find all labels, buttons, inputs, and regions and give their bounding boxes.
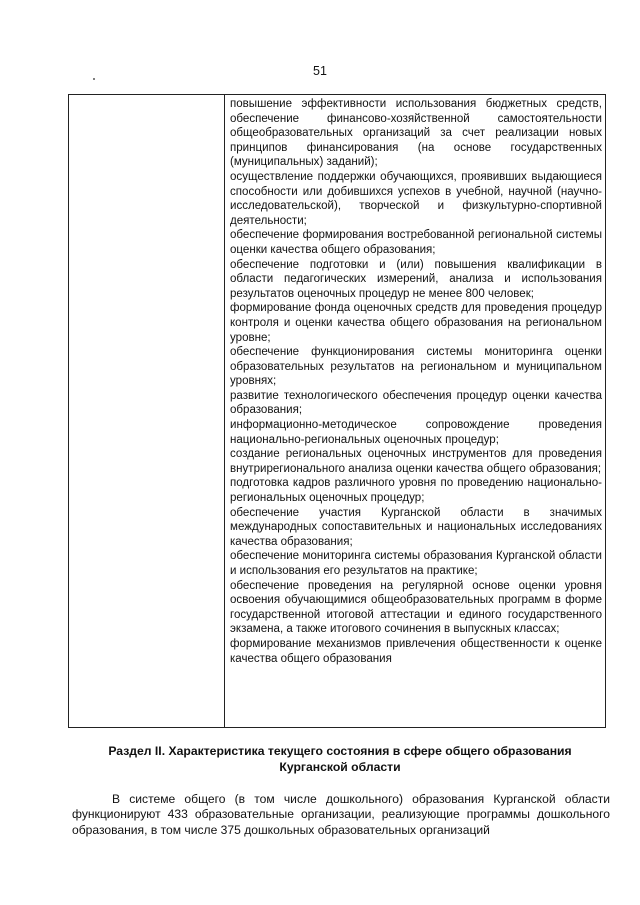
body-paragraph: В системе общего (в том числе дошкольного) образования Курганской области функционируют 433 образовательные организации, реализующие программы дошкольного образования, в том числе 375 дошкольных образовательных организаций: [72, 792, 610, 837]
tasks-table: [68, 94, 606, 728]
task-item: создание региональных оценочных инструментов для проведения внутрирегионального анализа оценки качества общего образования;: [230, 448, 602, 475]
table-right-cell: [225, 95, 605, 727]
section-heading: [80, 744, 600, 775]
task-item: обеспечение функционирования системы мониторинга оценки образовательных результатов на региональном и муниципальном уровнях;: [230, 346, 602, 388]
task-item: обеспечение подготовки и (или) повышения квалификации в области педагогических измерений, анализа и использования результатов оценочных процедур не менее 800 человек;: [230, 258, 602, 300]
task-item: обеспечение участия Курганской области в значимых международных сопоставительных и национальных исследованиях качества образования;: [230, 506, 602, 548]
table-left-cell: [69, 95, 225, 727]
task-item: развитие технологического обеспечения процедур оценки качества образования;: [230, 389, 602, 417]
page-number: 51: [313, 64, 327, 78]
task-item: осуществление поддержки обучающихся, проявивших выдающиеся способности или добившихся успехов в учебной, научной (научно-исследовательской), творческой и физкультурно-спортивной деятельности;: [230, 170, 602, 227]
scan-speck: [93, 78, 95, 80]
task-item: формирование фонда оценочных средств для проведения процедур контроля и оценки качества общего образования на региональном уровне;: [230, 302, 602, 344]
task-item: информационно-методическое сопровождение проведения национально-региональных оценочных процедур;: [230, 419, 602, 446]
task-item: повышение эффективности использования бюджетных средств, обеспечение финансово-хозяйственной самостоятельности общеобразовательных организаций за счет реализации новых принципов финансирования (на основе государственных (муниципальных) заданий);: [230, 98, 602, 169]
section-heading-line1: Раздел II. Характеристика текущего состояния в сфере общего образования: [108, 744, 572, 758]
task-item: обеспечение проведения на регулярной основе оценки уровня освоения обучающимися общеобразовательных программ в форме государственной итоговой аттестации и единого государственного экзамена, а также итогового сочинения в выпускных классах;: [230, 579, 602, 636]
task-item: обеспечение мониторинга системы образования Курганской области и использования его результатов на практике;: [230, 550, 602, 577]
task-item: обеспечение формирования востребованной региональной системы оценки качества общего образования;: [230, 229, 602, 256]
section-heading-line2: Курганской области: [279, 759, 401, 774]
task-item: формирование механизмов привлечения общественности к оценке качества общего образования: [230, 637, 602, 665]
task-item: подготовка кадров различного уровня по проведению национально-региональных оценочных процедур;: [230, 477, 602, 505]
